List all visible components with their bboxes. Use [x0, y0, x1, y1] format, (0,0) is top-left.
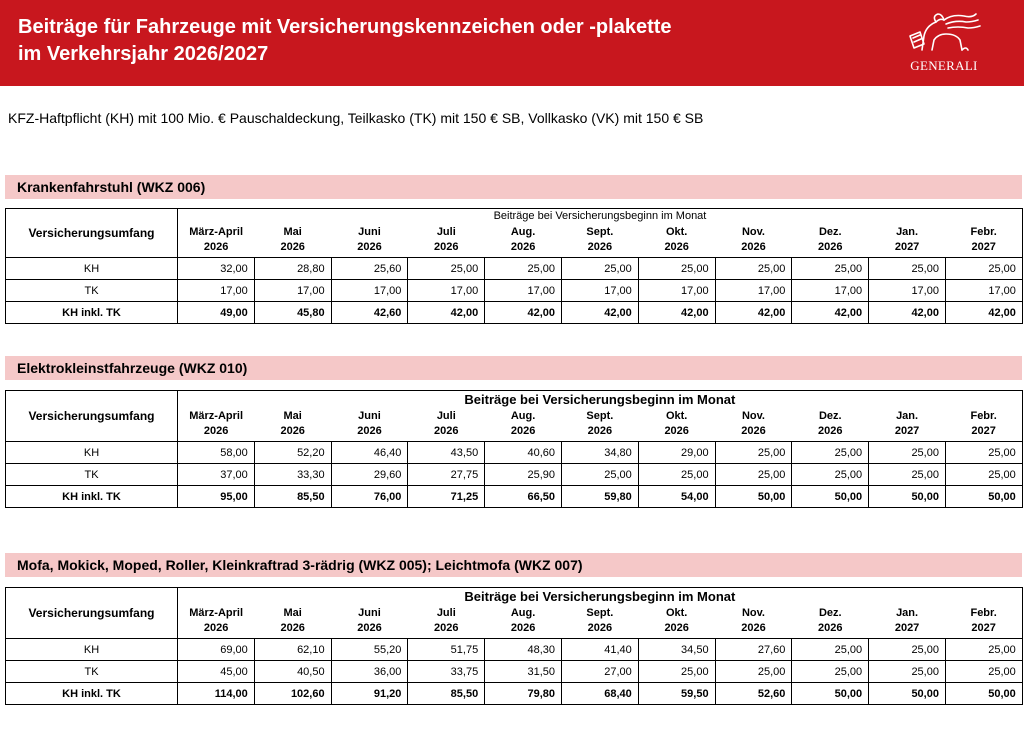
- fee-cell: 51,75: [408, 639, 485, 661]
- month-year: 2026: [587, 622, 613, 634]
- fee-cell: 17,00: [178, 280, 255, 302]
- month-name: Febr.: [970, 226, 997, 238]
- fee-cell: 25,00: [869, 258, 946, 280]
- fee-cell: 25,00: [869, 464, 946, 486]
- month-header: [945, 407, 1022, 442]
- fee-cell: 25,00: [485, 258, 562, 280]
- month-name: Sept.: [586, 410, 614, 422]
- table-row: [6, 280, 1023, 302]
- month-header: [178, 223, 255, 258]
- month-year: 2026: [203, 241, 229, 253]
- fee-cell: 58,00: [178, 442, 255, 464]
- fee-cell: 85,50: [254, 486, 331, 508]
- fee-cell: 114,00: [178, 683, 255, 705]
- fee-table-elektrokleinstfahrzeuge: [5, 390, 1023, 508]
- fee-cell: 76,00: [331, 486, 408, 508]
- month-name: Febr.: [970, 410, 997, 422]
- fee-table-mofa: [5, 587, 1023, 705]
- month-year: 2026: [741, 241, 766, 253]
- month-year: 2026: [818, 241, 843, 253]
- month-year: 2027: [971, 425, 996, 437]
- month-year: 2026: [434, 241, 459, 253]
- fee-cell: 50,00: [945, 683, 1022, 705]
- fee-cell: 42,00: [945, 302, 1022, 324]
- fee-cell: 42,00: [715, 302, 792, 324]
- column-group-header-beitraege: Beiträge bei Versicherungsbeginn im Monat: [178, 588, 1023, 605]
- table-row: [6, 683, 1023, 705]
- table-row: [6, 661, 1023, 683]
- fee-cell: 43,50: [408, 442, 485, 464]
- month-name: Dez.: [818, 410, 842, 422]
- month-year: 2026: [818, 622, 843, 634]
- table-header-row: [6, 588, 1023, 605]
- month-header: [254, 604, 331, 639]
- month-header: [792, 604, 869, 639]
- row-label: TK: [6, 280, 178, 302]
- page-title-line-2: im Verkehrsjahr 2026/2027: [18, 43, 269, 65]
- section-title-mofa: Mofa, Mokick, Moped, Roller, Kleinkraftrad 3-rädrig (WKZ 005); Leichtmofa (WKZ 007): [5, 553, 1022, 577]
- month-year: 2026: [587, 425, 613, 437]
- month-year: 2026: [510, 241, 536, 253]
- fee-cell: 59,50: [638, 683, 715, 705]
- month-header: [331, 407, 408, 442]
- fee-cell: 27,00: [561, 661, 638, 683]
- column-header-umfang: Versicherungsumfang: [6, 209, 178, 258]
- month-year: 2026: [203, 622, 229, 634]
- month-year: 2026: [664, 241, 689, 253]
- month-name: Aug.: [510, 410, 536, 422]
- month-year: 2026: [664, 425, 689, 437]
- fee-cell: 33,75: [408, 661, 485, 683]
- month-year: 2027: [894, 622, 920, 634]
- month-year: 2026: [510, 622, 536, 634]
- fee-cell: 40,50: [254, 661, 331, 683]
- fee-cell: 50,00: [869, 683, 946, 705]
- month-header: [869, 223, 946, 258]
- month-name: Sept.: [586, 607, 614, 619]
- table-row: [6, 258, 1023, 280]
- fee-cell: 25,00: [715, 442, 792, 464]
- fee-cell: 31,50: [485, 661, 562, 683]
- fee-cell: 52,20: [254, 442, 331, 464]
- column-group-header-beitraege: Beiträge bei Versicherungsbeginn im Monat: [178, 209, 1023, 224]
- month-year: 2027: [894, 241, 920, 253]
- fee-cell: 40,60: [485, 442, 562, 464]
- fee-cell: 25,00: [715, 258, 792, 280]
- page-header: [0, 0, 1024, 86]
- fee-cell: 42,00: [408, 302, 485, 324]
- fee-cell: 34,50: [638, 639, 715, 661]
- fee-cell: 50,00: [945, 486, 1022, 508]
- month-header: [561, 604, 638, 639]
- month-header: [485, 604, 562, 639]
- month-header: [638, 407, 715, 442]
- month-name: Juni: [358, 410, 381, 422]
- month-name: Juli: [436, 226, 456, 238]
- fee-cell: 25,90: [485, 464, 562, 486]
- month-header: [254, 223, 331, 258]
- fee-cell: 79,80: [485, 683, 562, 705]
- month-year: 2026: [280, 425, 305, 437]
- row-label: KH inkl. TK: [6, 486, 178, 508]
- month-year: 2026: [203, 425, 229, 437]
- fee-cell: 17,00: [331, 280, 408, 302]
- fee-cell: 25,00: [869, 661, 946, 683]
- fee-cell: 17,00: [945, 280, 1022, 302]
- fee-cell: 41,40: [561, 639, 638, 661]
- month-name: Aug.: [510, 226, 536, 238]
- month-year: 2026: [741, 622, 766, 634]
- fee-cell: 68,40: [561, 683, 638, 705]
- month-name: März-April: [189, 607, 244, 619]
- month-name: Nov.: [741, 226, 765, 238]
- fee-cell: 25,00: [792, 661, 869, 683]
- row-label: KH inkl. TK: [6, 683, 178, 705]
- fee-cell: 17,00: [254, 280, 331, 302]
- table-row: [6, 486, 1023, 508]
- fee-cell: 50,00: [869, 486, 946, 508]
- fee-cell: 69,00: [178, 639, 255, 661]
- month-header: [638, 604, 715, 639]
- month-year: 2026: [280, 241, 305, 253]
- section-title-krankenfahrstuhl: Krankenfahrstuhl (WKZ 006): [5, 175, 1022, 199]
- fee-cell: 54,00: [638, 486, 715, 508]
- fee-cell: 25,00: [792, 639, 869, 661]
- table-header-row: [6, 209, 1023, 224]
- fee-cell: 42,00: [638, 302, 715, 324]
- month-name: Okt.: [665, 410, 688, 422]
- fee-cell: 42,00: [561, 302, 638, 324]
- month-name: März-April: [189, 226, 244, 238]
- fee-cell: 25,00: [715, 661, 792, 683]
- fee-cell: 17,00: [408, 280, 485, 302]
- month-name: Okt.: [665, 607, 688, 619]
- fee-cell: 25,00: [792, 442, 869, 464]
- month-year: 2026: [664, 622, 689, 634]
- fee-cell: 36,00: [331, 661, 408, 683]
- month-year: 2026: [741, 425, 766, 437]
- column-group-header-beitraege: Beiträge bei Versicherungsbeginn im Monat: [178, 391, 1023, 408]
- fee-cell: 50,00: [792, 486, 869, 508]
- fee-cell: 33,30: [254, 464, 331, 486]
- fee-cell: 25,00: [869, 442, 946, 464]
- fee-cell: 17,00: [715, 280, 792, 302]
- month-header: [869, 604, 946, 639]
- fee-cell: 50,00: [715, 486, 792, 508]
- fee-cell: 59,80: [561, 486, 638, 508]
- coverage-description: KFZ-Haftpflicht (KH) mit 100 Mio. € Pauschaldeckung, Teilkasko (TK) mit 150 € SB, Vollkasko (VK) mit 150 € SB: [8, 110, 704, 126]
- month-name: Jan.: [896, 607, 919, 619]
- month-header: [408, 407, 485, 442]
- month-name: Aug.: [510, 607, 536, 619]
- fee-cell: 25,00: [869, 639, 946, 661]
- row-label: TK: [6, 661, 178, 683]
- logo-text: GENERALI: [910, 58, 978, 73]
- month-year: 2026: [357, 241, 382, 253]
- row-label: KH: [6, 258, 178, 280]
- month-year: 2026: [818, 425, 843, 437]
- row-label: KH: [6, 442, 178, 464]
- month-name: Mai: [283, 226, 302, 238]
- month-name: März-April: [189, 410, 244, 422]
- month-header: [792, 407, 869, 442]
- fee-cell: 102,60: [254, 683, 331, 705]
- month-year: 2026: [510, 425, 536, 437]
- month-header: [638, 223, 715, 258]
- fee-cell: 42,00: [485, 302, 562, 324]
- fee-cell: 25,00: [715, 464, 792, 486]
- month-header: [408, 604, 485, 639]
- month-year: 2026: [280, 622, 305, 634]
- month-name: Febr.: [970, 607, 997, 619]
- month-header: [869, 407, 946, 442]
- month-header: [715, 223, 792, 258]
- fee-cell: 62,10: [254, 639, 331, 661]
- month-name: Juli: [436, 410, 456, 422]
- month-header: [561, 407, 638, 442]
- fee-cell: 66,50: [485, 486, 562, 508]
- fee-cell: 25,00: [945, 639, 1022, 661]
- month-year: 2026: [587, 241, 613, 253]
- fee-cell: 25,00: [945, 258, 1022, 280]
- month-name: Sept.: [586, 226, 614, 238]
- fee-cell: 45,80: [254, 302, 331, 324]
- page-title-line-1: Beiträge für Fahrzeuge mit Versicherungskennzeichen oder -plakette: [18, 16, 672, 38]
- month-header: [254, 407, 331, 442]
- fee-cell: 28,80: [254, 258, 331, 280]
- fee-cell: 27,75: [408, 464, 485, 486]
- section-title-elektrokleinstfahrzeuge: Elektrokleinstfahrzeuge (WKZ 010): [5, 356, 1022, 380]
- month-name: Okt.: [665, 226, 688, 238]
- month-header: [485, 407, 562, 442]
- month-year: 2027: [894, 425, 920, 437]
- column-header-umfang: Versicherungsumfang: [6, 588, 178, 639]
- month-header: [331, 604, 408, 639]
- fee-cell: 50,00: [792, 683, 869, 705]
- fee-cell: 29,60: [331, 464, 408, 486]
- month-year: 2026: [434, 425, 459, 437]
- month-year: 2027: [971, 622, 996, 634]
- month-header: [485, 223, 562, 258]
- fee-cell: 25,00: [638, 258, 715, 280]
- fee-cell: 25,00: [792, 258, 869, 280]
- month-header: [715, 604, 792, 639]
- table-row: [6, 302, 1023, 324]
- month-name: Dez.: [818, 226, 842, 238]
- lion-icon: [902, 10, 986, 58]
- fee-cell: 49,00: [178, 302, 255, 324]
- month-year: 2027: [971, 241, 996, 253]
- row-label: TK: [6, 464, 178, 486]
- month-header: [945, 223, 1022, 258]
- table-header-row: [6, 391, 1023, 408]
- fee-cell: 95,00: [178, 486, 255, 508]
- fee-cell: 42,00: [869, 302, 946, 324]
- month-header: [408, 223, 485, 258]
- fee-cell: 42,00: [792, 302, 869, 324]
- fee-cell: 25,60: [331, 258, 408, 280]
- fee-cell: 25,00: [561, 258, 638, 280]
- fee-cell: 71,25: [408, 486, 485, 508]
- fee-cell: 45,00: [178, 661, 255, 683]
- month-name: Jan.: [896, 226, 919, 238]
- month-header: [561, 223, 638, 258]
- table-row: [6, 464, 1023, 486]
- fee-cell: 25,00: [945, 464, 1022, 486]
- fee-cell: 25,00: [638, 464, 715, 486]
- fee-cell: 17,00: [869, 280, 946, 302]
- month-name: Mai: [283, 607, 302, 619]
- fee-cell: 17,00: [485, 280, 562, 302]
- fee-cell: 25,00: [792, 464, 869, 486]
- month-header: [792, 223, 869, 258]
- month-name: Nov.: [741, 410, 765, 422]
- fee-cell: 27,60: [715, 639, 792, 661]
- fee-cell: 17,00: [792, 280, 869, 302]
- fee-cell: 48,30: [485, 639, 562, 661]
- column-header-umfang: Versicherungsumfang: [6, 391, 178, 442]
- month-name: Juni: [358, 226, 381, 238]
- fee-cell: 25,00: [408, 258, 485, 280]
- month-year: 2026: [357, 425, 382, 437]
- month-year: 2026: [357, 622, 382, 634]
- generali-logo: [902, 10, 986, 76]
- fee-cell: 85,50: [408, 683, 485, 705]
- fee-cell: 25,00: [561, 464, 638, 486]
- month-header: [178, 604, 255, 639]
- fee-cell: 17,00: [561, 280, 638, 302]
- fee-cell: 46,40: [331, 442, 408, 464]
- fee-cell: 25,00: [638, 661, 715, 683]
- fee-cell: 55,20: [331, 639, 408, 661]
- month-header: [945, 604, 1022, 639]
- fee-table-krankenfahrstuhl: [5, 208, 1023, 324]
- table-row: [6, 639, 1023, 661]
- fee-cell: 34,80: [561, 442, 638, 464]
- month-name: Dez.: [818, 607, 842, 619]
- month-name: Juli: [436, 607, 456, 619]
- table-row: [6, 442, 1023, 464]
- month-header: [331, 223, 408, 258]
- fee-cell: 52,60: [715, 683, 792, 705]
- row-label: KH: [6, 639, 178, 661]
- month-header: [715, 407, 792, 442]
- fee-cell: 37,00: [178, 464, 255, 486]
- fee-cell: 29,00: [638, 442, 715, 464]
- month-name: Nov.: [741, 607, 765, 619]
- fee-cell: 32,00: [178, 258, 255, 280]
- fee-cell: 25,00: [945, 442, 1022, 464]
- fee-cell: 91,20: [331, 683, 408, 705]
- month-name: Juni: [358, 607, 381, 619]
- fee-cell: 25,00: [945, 661, 1022, 683]
- fee-cell: 42,60: [331, 302, 408, 324]
- month-name: Mai: [283, 410, 302, 422]
- page-title: [18, 14, 838, 68]
- month-year: 2026: [434, 622, 459, 634]
- fee-cell: 17,00: [638, 280, 715, 302]
- row-label: KH inkl. TK: [6, 302, 178, 324]
- month-header: [178, 407, 255, 442]
- month-name: Jan.: [896, 410, 919, 422]
